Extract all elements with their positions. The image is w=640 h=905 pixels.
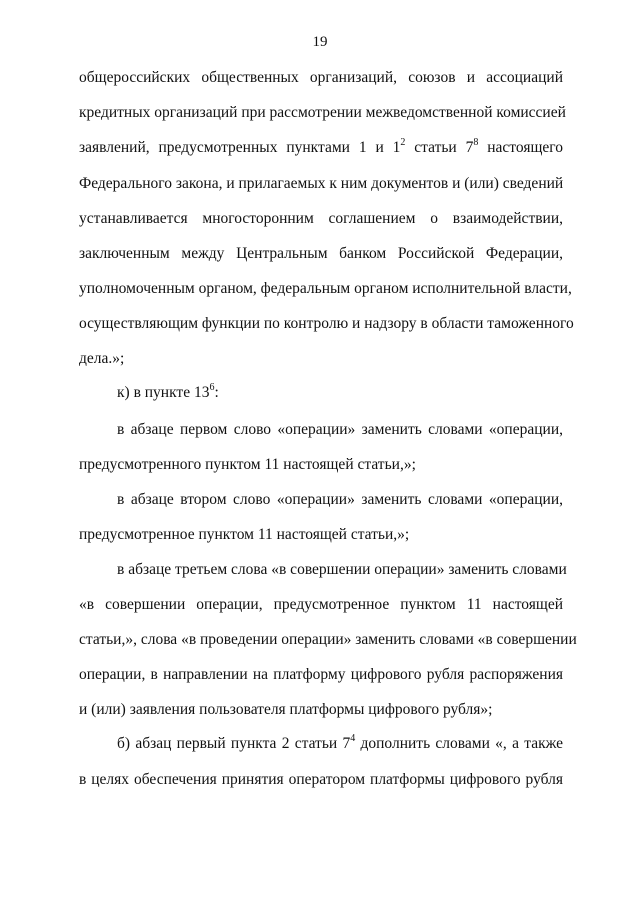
text-line: [117, 383, 563, 403]
page-number: 19: [312, 34, 328, 50]
text-line: операции, в направлении на платформу цифрового рубля распоряжения: [79, 666, 563, 683]
text-line: статьи,», слова «в проведении операции» заменить словами «в совершении: [79, 631, 577, 648]
text-segment: к) в пункте 13: [117, 384, 210, 401]
text-line: предусмотренного пунктом 11 настоящей статьи,»;: [79, 456, 416, 473]
text-line: Федерального закона, и прилагаемых к ним документов и (или) сведений: [79, 175, 564, 192]
text-line: и (или) заявления пользователя платформы цифрового рубля»;: [79, 701, 493, 718]
superscript: 8: [473, 136, 479, 148]
superscript: 6: [209, 381, 215, 393]
text-line: кредитных организаций при рассмотрении межведомственной комиссией: [79, 104, 566, 121]
text-line: в абзаце первом слово «операции» заменить словами «операции,: [117, 421, 563, 438]
text-line: предусмотренное пунктом 11 настоящей статьи,»;: [79, 526, 410, 543]
text-line: общероссийских общественных организаций, союзов и ассоциаций: [79, 69, 563, 86]
text-line: уполномоченным органом, федеральным органом исполнительной власти,: [79, 280, 572, 297]
text-segment: б) абзац первый пункта 2 статьи 7: [117, 735, 351, 752]
text-line: осуществляющим функции по контролю и надзору в области таможенного: [79, 315, 574, 332]
superscript: 4: [350, 732, 356, 744]
text-line: в абзаце третьем слова «в совершении операции» заменить словами: [117, 561, 567, 578]
text-segment: :: [214, 384, 219, 401]
text-line: в целях обеспечения принятия оператором платформы цифрового рубля: [79, 771, 563, 788]
text-line: дела.»;: [79, 350, 125, 367]
text-line: устанавливается многосторонним соглашением о взаимодействии,: [79, 210, 563, 227]
text-segment: настоящего: [478, 139, 564, 156]
text-segment: дополнить словами «, а также: [355, 735, 563, 752]
text-segment: заявлений, предусмотренных пунктами 1 и 1: [79, 139, 401, 156]
text-line: в абзаце втором слово «операции» заменить словами «операции,: [117, 491, 563, 508]
text-line: [117, 734, 563, 754]
text-line: заключенным между Центральным банком Российской Федерации,: [79, 245, 563, 262]
superscript: 2: [400, 136, 406, 148]
text-line: [79, 138, 563, 158]
text-line: «в совершении операции, предусмотренное пунктом 11 настоящей: [79, 596, 563, 613]
text-segment: статьи 7: [405, 139, 474, 156]
